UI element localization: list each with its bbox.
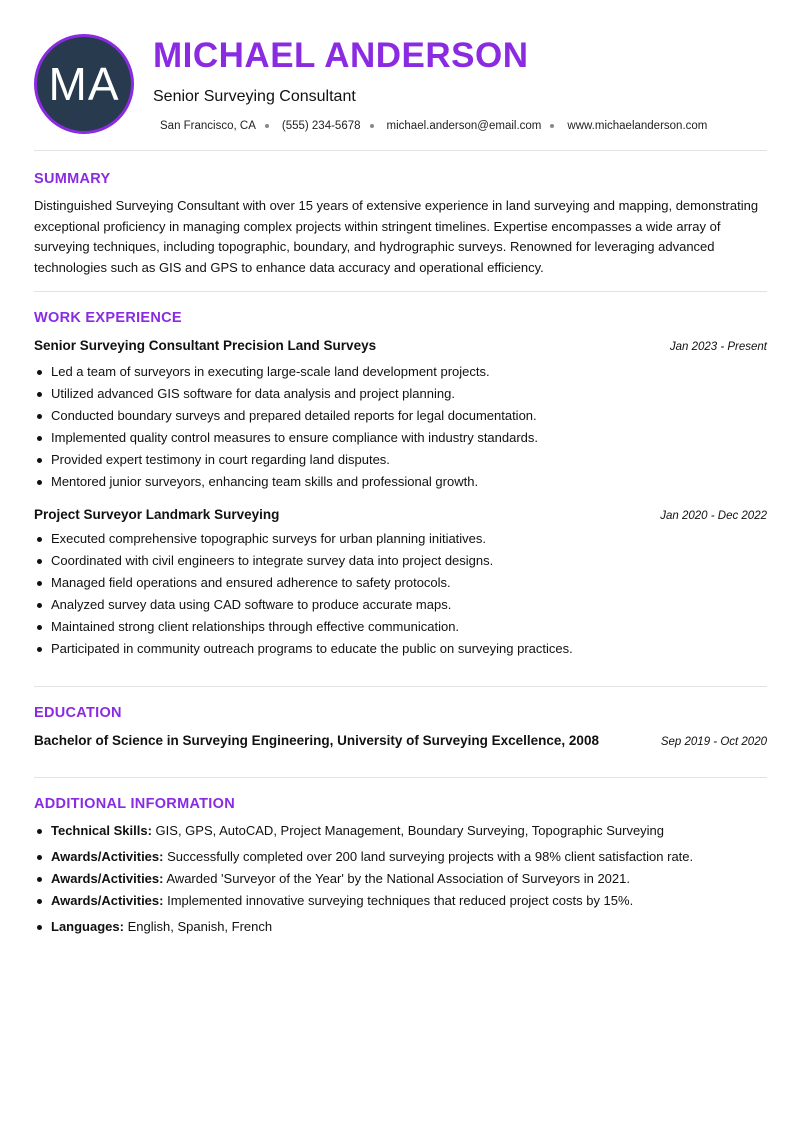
additional-list [34,820,767,938]
contact-location: San Francisco, CA [160,120,256,132]
divider [34,686,767,687]
summary-heading: SUMMARY [34,171,111,187]
contact-phone: (555) 234-5678 [281,120,361,132]
divider [34,291,767,292]
item-text: Awarded 'Surveyor of the Year' by the National Association of Surveyors in 2021. [166,871,630,886]
job-role: Senior Surveying Consultant Precision Land Surveys [34,338,377,353]
list-item: Managed field operations and ensured adherence to safety protocols. [34,572,767,594]
list-item [34,820,767,842]
list-item [34,890,767,912]
job-bullets [34,528,767,660]
contact-email[interactable]: michael.anderson@email.com [386,120,542,132]
contact-website[interactable]: www.michaelanderson.com [567,120,708,132]
list-item [34,868,767,890]
list-item: Implemented quality control measures to ensure compliance with industry standards. [34,427,767,449]
separator-dot-icon [370,124,374,128]
separator-dot-icon [550,124,554,128]
experience-heading: WORK EXPERIENCE [34,310,182,326]
list-item: Participated in community outreach programs to educate the public on surveying practices. [34,638,767,660]
item-label: Awards/Activities: [51,871,164,886]
avatar [34,34,134,134]
list-item: Executed comprehensive topographic surveys for urban planning initiatives. [34,528,767,550]
item-label: Languages: [51,919,124,934]
item-label: Awards/Activities: [51,893,164,908]
job-dates: Jan 2020 - Dec 2022 [660,510,767,522]
item-text: English, Spanish, French [127,919,273,934]
list-item: Coordinated with civil engineers to integrate survey data into project designs. [34,550,767,572]
education-entry [34,733,767,748]
education-degree: Bachelor of Science in Surveying Engineering, University of Surveying Excellence, 2008 [34,733,599,748]
job-dates: Jan 2023 - Present [669,341,767,353]
divider [34,777,767,778]
list-item: Led a team of surveyors in executing large-scale land development projects. [34,361,767,383]
item-label: Awards/Activities: [51,849,164,864]
item-text: Implemented innovative surveying techniques that reduced project costs by 15%. [167,893,634,908]
contact-line [160,120,707,132]
avatar-initials: MA [48,58,120,110]
education-dates: Sep 2019 - Oct 2020 [660,736,767,748]
item-label: Technical Skills: [51,823,152,838]
list-item: Provided expert testimony in court regarding land disputes. [34,449,767,471]
job-bullets [34,361,767,493]
list-item [34,916,767,938]
job-header [34,338,767,353]
education-heading: EDUCATION [34,705,122,721]
separator-dot-icon [265,124,269,128]
list-item [34,846,767,868]
additional-heading: ADDITIONAL INFORMATION [34,796,235,812]
candidate-name: MICHAEL ANDERSON [153,36,529,75]
divider [34,150,767,151]
list-item: Analyzed survey data using CAD software to produce accurate maps. [34,594,767,616]
list-item: Mentored junior surveyors, enhancing team skills and professional growth. [34,471,767,493]
list-item: Maintained strong client relationships through effective communication. [34,616,767,638]
item-text: GIS, GPS, AutoCAD, Project Management, Boundary Surveying, Topographic Surveying [155,823,665,838]
job-header [34,507,767,522]
candidate-title: Senior Surveying Consultant [153,88,356,105]
list-item: Conducted boundary surveys and prepared detailed reports for legal documentation. [34,405,767,427]
job-role: Project Surveyor Landmark Surveying [34,507,280,522]
summary-text: Distinguished Surveying Consultant with over 15 years of extensive experience in land surveying and mapping, demonstrating exceptional proficiency in managing complex projects within stringent timelines. Expertise encompasses a wide array of surveying techniques, including topographic, boundary, and hydrographic surveys. Renowned for leveraging advanced technologies such as GIS and GPS to enhance data accuracy and operational efficiency. [34,198,759,275]
item-text: Successfully completed over 200 land surveying projects with a 98% client satisfaction rate. [167,849,694,864]
list-item: Utilized advanced GIS software for data analysis and project planning. [34,383,767,405]
